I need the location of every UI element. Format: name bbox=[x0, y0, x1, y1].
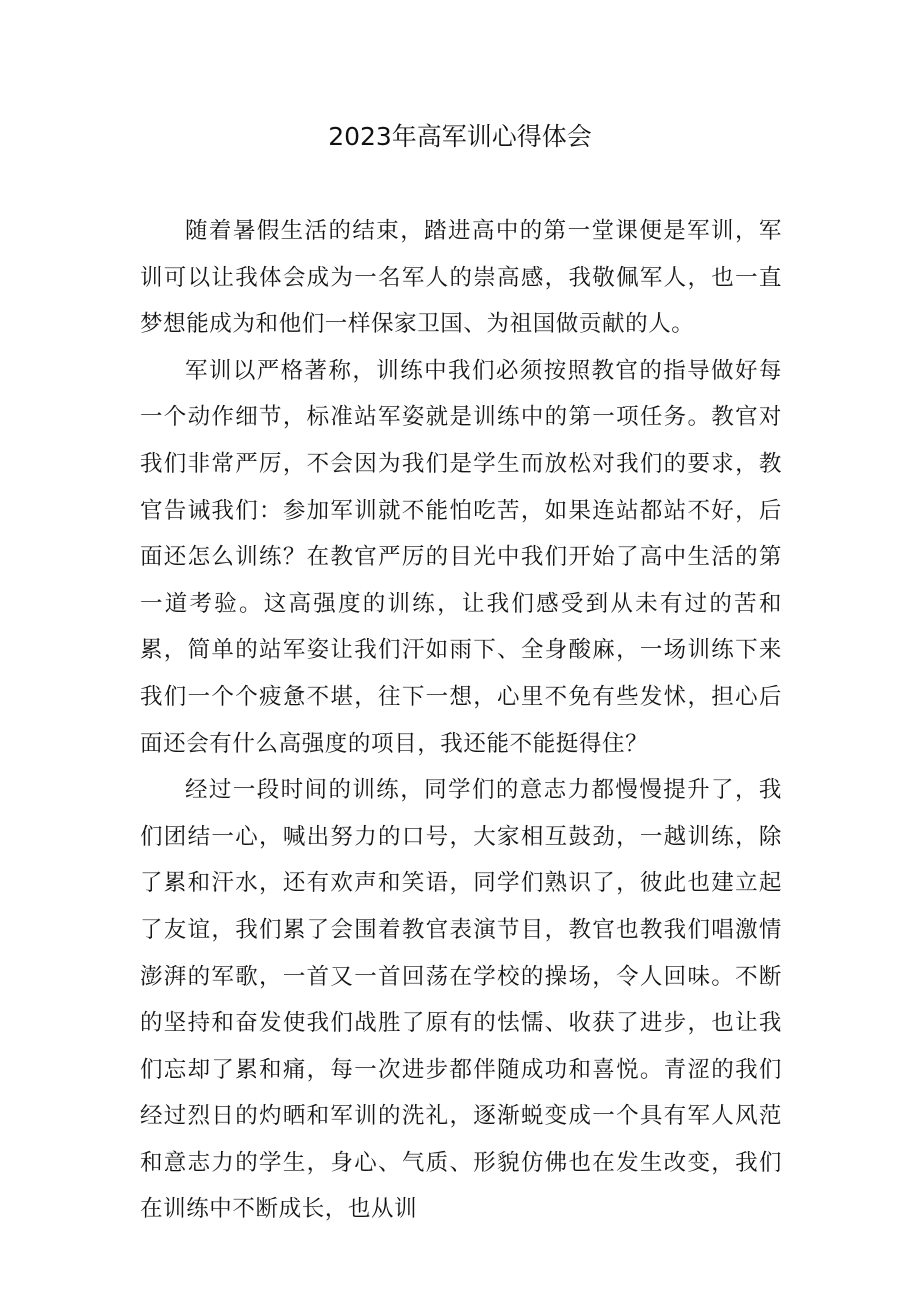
paragraph-2: 军训以严格著称，训练中我们必须按照教官的指导做好每一个动作细节，标准站军姿就是训练中的第一项任务。教官对我们非常严厉，不会因为我们是学生而放松对我们的要求，教官告诫我们：参加军训就不能怕吃苦，如果连站都站不好，后面还怎么训练？在教官严厉的目光中我们开始了高中生活的第一道考验。这高强度的训练，让我们感受到从未有过的苦和累，简单的站军姿让我们汗如雨下、全身酸麻，一场训练下来我们一个个疲惫不堪，往下一想，心里不免有些发怵，担心后面还会有什么高强度的项目，我还能不能挺得住？ bbox=[140, 357, 782, 757]
document-title: 2023年高军训心得体会 bbox=[328, 122, 592, 151]
paragraph-3: 经过一段时间的训练，同学们的意志力都慢慢提升了，我们团结一心，喊出努力的口号，大家相互鼓劲，一越训练，除了累和汗水，还有欢声和笑语，同学们熟识了，彼此也建立起了友谊，我们累了会围着教官表演节目，教官也教我们唱激情澎湃的军歌，一首又一首回荡在学校的操场，令人回味。不断的坚持和奋发使我们战胜了原有的怯懦、收获了进步，也让我们忘却了累和痛，每一次进步都伴随成功和喜悦。青涩的我们经过烈日的灼晒和军训的洗礼，逐渐蜕变成一个具有军人风范和意志力的学生，身心、气质、形貌仿佛也在发生改变，我们在训练中不断成长，也从训 bbox=[140, 777, 782, 1223]
document-body bbox=[140, 208, 782, 1233]
paragraph-1: 随着暑假生活的结束，踏进高中的第一堂课便是军训，军训可以让我体会成为一名军人的崇高感，我敬佩军人，也一直梦想能成为和他们一样保家卫国、为祖国做贡献的人。 bbox=[140, 218, 782, 338]
